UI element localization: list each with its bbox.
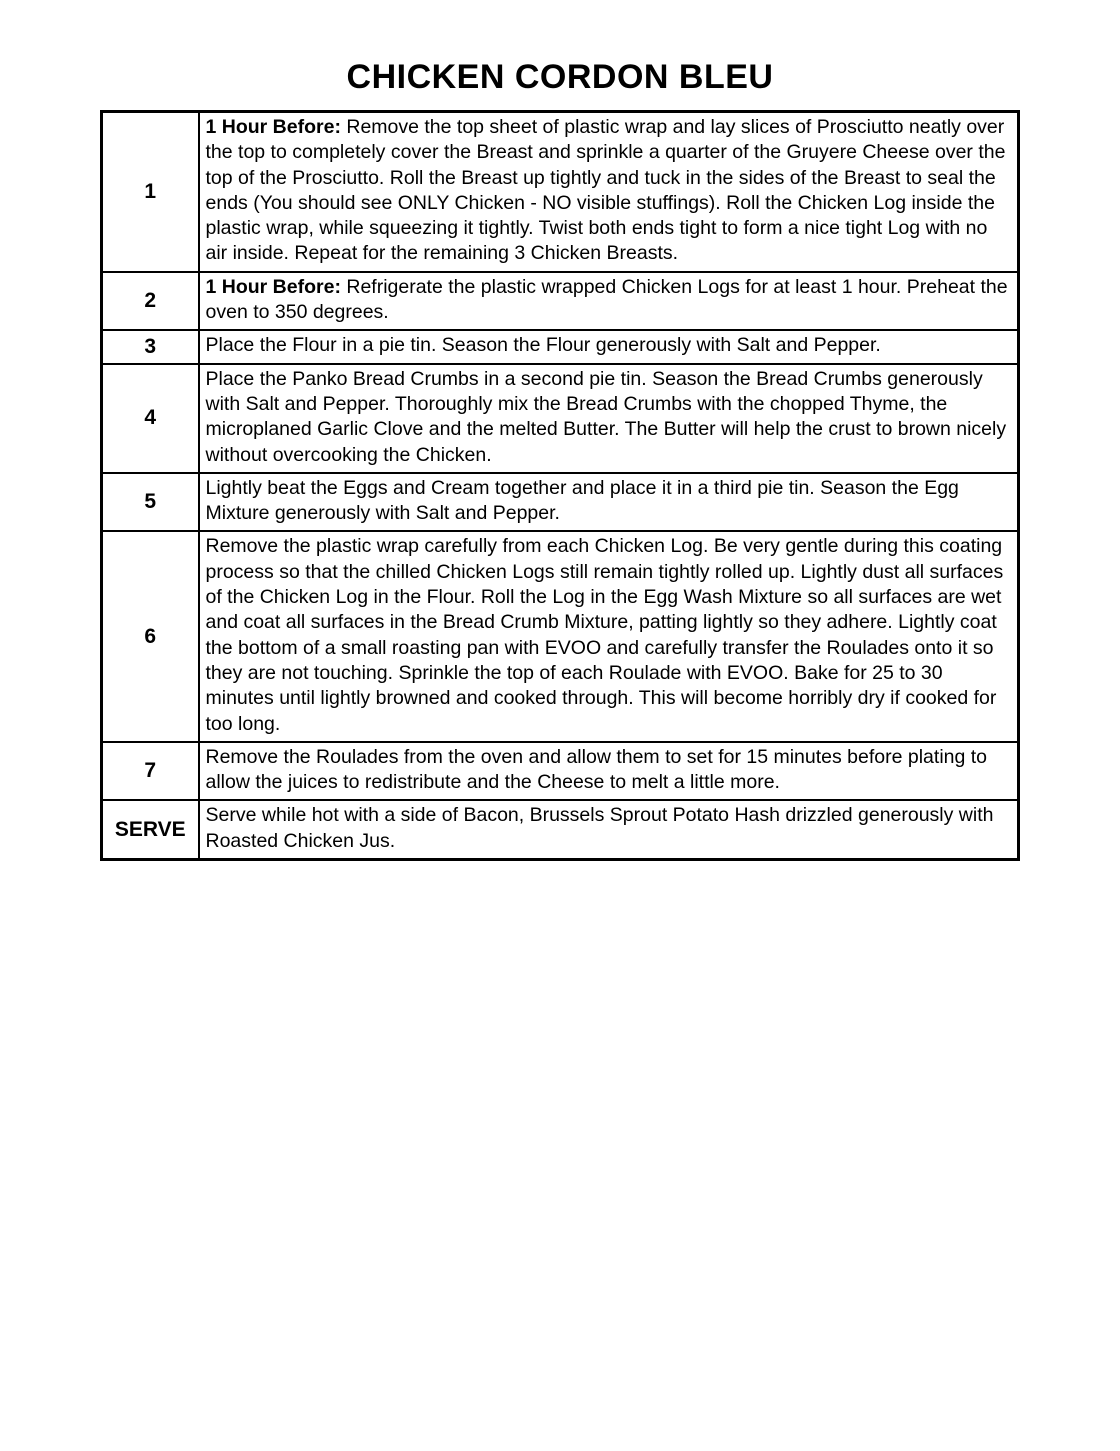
table-row (102, 330, 1019, 363)
step-instruction (199, 473, 1019, 532)
table-row (102, 112, 1019, 272)
table-row (102, 800, 1019, 859)
table-row (102, 531, 1019, 741)
step-number: 7 (102, 742, 199, 801)
step-number: 1 (102, 112, 199, 272)
step-number: SERVE (102, 800, 199, 859)
step-number: 6 (102, 531, 199, 741)
recipe-table (100, 110, 1020, 861)
step-instruction (199, 112, 1019, 272)
step-number: 5 (102, 473, 199, 532)
step-instruction (199, 272, 1019, 331)
table-row (102, 272, 1019, 331)
step-body-text: Remove the Roulades from the oven and allow them to set for 15 minutes before plating to allow the juices to redistribute and the Cheese to melt a little more. (205, 745, 988, 794)
step-body-text: Serve while hot with a side of Bacon, Brussels Sprout Potato Hash drizzled generously with Roasted Chicken Jus. (205, 804, 994, 852)
step-instruction (199, 800, 1019, 859)
step-body-text: Lightly beat the Eggs and Cream together and place it in a third pie tin. Season the Egg Mixture generously with Salt and Pepper. (205, 476, 959, 525)
step-instruction (199, 531, 1019, 741)
step-instruction (199, 330, 1019, 363)
step-body-text: Refrigerate the plastic wrapped Chicken Logs for at least 1 hour. Preheat the oven to 350 degrees. (205, 275, 1008, 324)
table-row (102, 742, 1019, 801)
step-instruction (199, 364, 1019, 473)
table-row (102, 473, 1019, 532)
step-number: 2 (102, 272, 199, 331)
step-number: 3 (102, 330, 199, 363)
recipe-table-body (102, 112, 1019, 860)
step-bold-prefix: 1 Hour Before: (205, 116, 341, 138)
step-number: 4 (102, 364, 199, 473)
page-title: CHICKEN CORDON BLEU (346, 58, 774, 96)
step-body-text: Remove the top sheet of plastic wrap and lay slices of Prosciutto neatly over the top to completely cover the Breast and sprinkle a quarter of the Gruyere Cheese over the top of the Prosciutto. Roll the Breast up tightly and tuck in the sides of the Breast to seal the ends (You should see ONLY Chicken - NO visible stuffings). Roll the Chicken Log inside the plastic wrap, while squeezing it tightly. Twist both ends tight to form a nice tight Log with no air inside. Repeat for the remaining 3 Chicken Breasts. (205, 116, 1006, 265)
step-body-text: Place the Panko Bread Crumbs in a second pie tin. Season the Bread Crumbs generously with Salt and Pepper. Thoroughly mix the Bread Crumbs with the chopped Thyme, the microplaned Garlic Clove and the melted Butter. The Butter will help the crust to brown nicely without overcooking the Chicken. (205, 367, 1007, 466)
step-bold-prefix: 1 Hour Before: (205, 275, 341, 298)
step-instruction (199, 742, 1019, 801)
step-body-text: Place the Flour in a pie tin. Season the Flour generously with Salt and Pepper. (205, 334, 881, 357)
step-body-text: Remove the plastic wrap carefully from each Chicken Log. Be very gentle during this coating process so that the chilled Chicken Logs still remain tightly rolled up. Lightly dust all surfaces of the Chicken Log in the Flour. Roll the Log in the Egg Wash Mixture so all surfaces are wet and coat all surfaces in the Bread Crumb Mixture, patting lightly so they adhere. Lightly coat the bottom of a small roasting pan with EVOO and carefully transfer the Roulades onto it so they are not touching. Sprinkle the top of each Roulade with EVOO. Bake for 25 to 30 minutes until lightly browned and cooked through. This will become horribly dry if cooked for too long. (205, 535, 1004, 735)
table-row (102, 364, 1019, 473)
